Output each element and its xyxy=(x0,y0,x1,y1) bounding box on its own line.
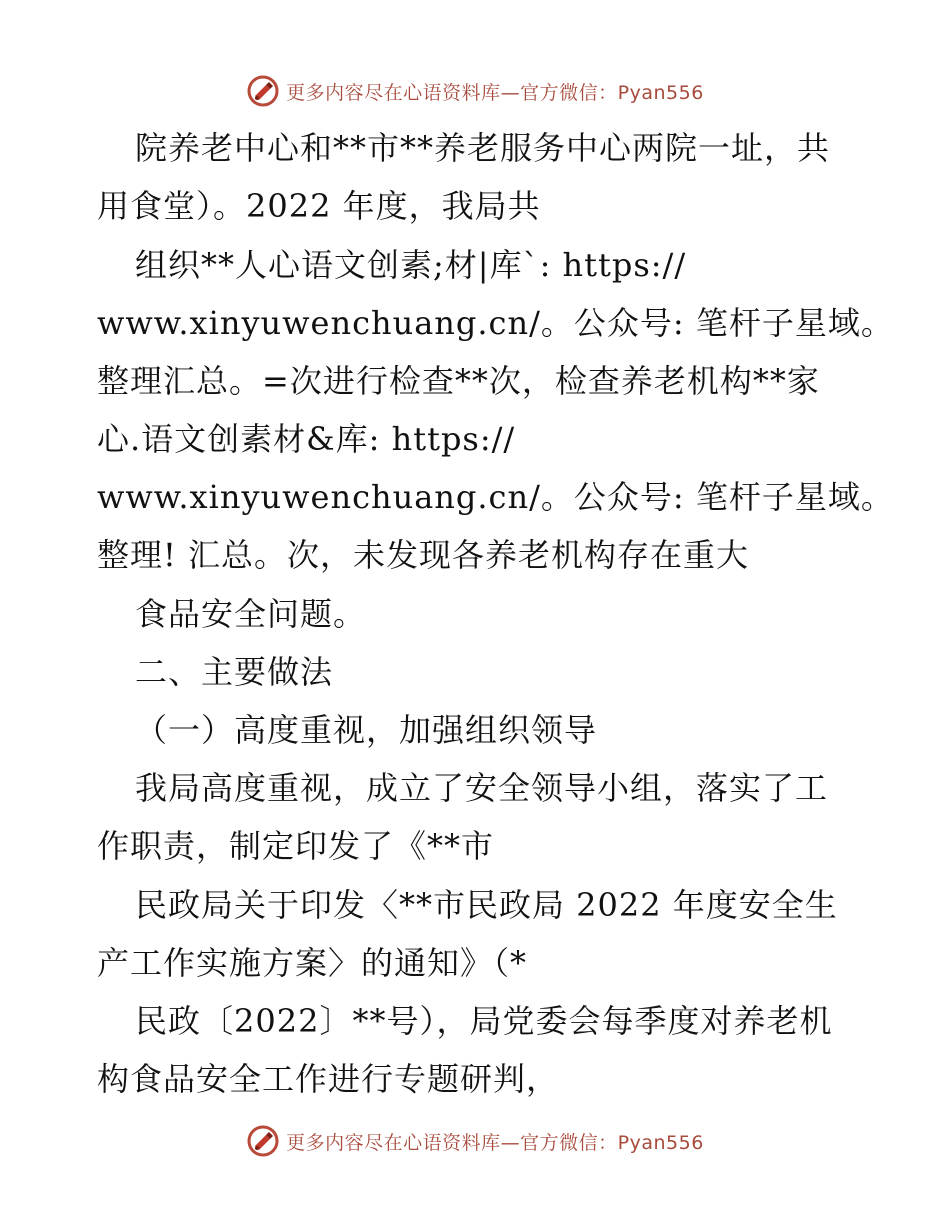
paragraph-line: 用食堂）。2022 年度，我局共 xyxy=(97,187,541,225)
paragraph-line: 我局高度重视，成立了安全领导小组，落实了工 xyxy=(135,769,829,807)
paragraph-line: 作职责，制定印发了《**市 xyxy=(97,827,495,865)
paragraph-line: 民政〔2022〕**号），局党委会每季度对养老机 xyxy=(135,1002,833,1040)
subsection-heading: （一）高度重视，加强组织领导 xyxy=(135,711,598,749)
paragraph-line: 整理汇总。=次进行检查**次，检查养老机构**家 xyxy=(97,362,820,400)
watermark-footer xyxy=(0,1124,950,1158)
paragraph-line: 构食品安全工作进行专题研判， xyxy=(97,1060,560,1098)
watermark-text: 更多内容尽在心语资料库—官方微信：Pyan556 xyxy=(286,81,704,104)
paragraph-line: 心.语文创素材&库: https:// xyxy=(97,420,516,458)
paragraph-line: 民政局关于印发〈**市民政局 2022 年度安全生 xyxy=(135,886,838,924)
watermark-logo-icon xyxy=(246,74,280,108)
paragraph-line: www.xinyuwenchuang.cn/。公众号: 笔杆子星域。 xyxy=(97,304,894,342)
watermark-text: 更多内容尽在心语资料库—官方微信：Pyan556 xyxy=(286,1131,704,1154)
paragraph-line: 食品安全问题。 xyxy=(135,595,367,633)
paragraph-line: 院养老中心和**市**养老服务中心两院一址，共 xyxy=(135,129,831,167)
watermark-header xyxy=(0,74,950,108)
section-heading: 二、主要做法 xyxy=(135,653,334,691)
watermark-logo-icon xyxy=(246,1124,280,1158)
paragraph-line: 产工作实施方案〉的通知》（* xyxy=(97,944,528,982)
paragraph-line: 整理! 汇总。次，未发现各养老机构存在重大 xyxy=(97,536,750,574)
paragraph-line: 组织**人心语文创素;材|库`: https:// xyxy=(135,246,687,284)
paragraph-line: www.xinyuwenchuang.cn/。公众号: 笔杆子星域。 xyxy=(97,478,894,516)
